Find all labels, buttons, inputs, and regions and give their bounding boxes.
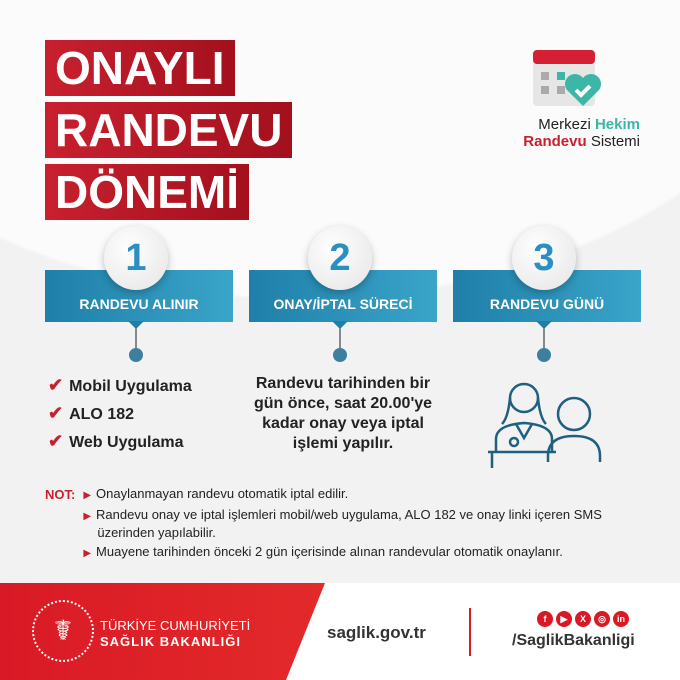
- note-item: ▶ Randevu onay ve iptal işlemleri mobil/web uygulama, ALO 182 ve onay linki içeren SMS üzerinden yapılabilir.: [83, 507, 602, 540]
- channel-list: [48, 374, 192, 454]
- social-icons: [537, 611, 629, 627]
- facebook-icon[interactable]: f: [537, 611, 553, 627]
- note-label: NOT:: [45, 487, 76, 502]
- step-number: 1: [104, 226, 168, 290]
- title-line-3: DÖNEMİ: [45, 164, 249, 220]
- system-logo-text: [498, 116, 640, 150]
- linkedin-icon[interactable]: in: [613, 611, 629, 627]
- step-3: [453, 226, 641, 376]
- instagram-icon[interactable]: ◎: [594, 611, 610, 627]
- social-handle[interactable]: /SaglikBakanligi: [512, 632, 635, 649]
- channel-item: ✔ ALO 182: [48, 403, 135, 423]
- arrow-icon: ▶: [83, 511, 92, 522]
- ministry-name: TÜRKİYE CUMHURİYETİ SAĞLIK BAKANLIĞI: [100, 618, 251, 649]
- channel-item: ✔ Mobil Uygulama: [48, 375, 192, 395]
- logo-word: Hekim: [594, 116, 640, 133]
- step-label: ONAY/İPTAL SÜRECİ: [249, 270, 437, 322]
- check-icon: ✔: [48, 375, 64, 395]
- note-item: ▶ Onaylanmayan randevu otomatik iptal edilir.: [83, 486, 349, 501]
- website-link[interactable]: saglik.gov.tr: [327, 623, 426, 642]
- step-2: [249, 226, 437, 376]
- logo-word: Sistemi: [590, 133, 640, 150]
- step-number: 3: [512, 226, 576, 290]
- approval-description: Randevu tarihinden bir gün önce, saat 20.00'ye kadar onay veya iptal işlemi yapılır.: [253, 375, 433, 452]
- title-line-1: ONAYLI: [45, 40, 235, 96]
- timeline-dot: [537, 348, 551, 362]
- timeline-dot: [129, 348, 143, 362]
- note-item: ▶ Muayene tarihinden önceki 2 gün içerisinde alınan randevular otomatik onaylanır.: [83, 544, 563, 559]
- step-1: [45, 226, 233, 376]
- arrow-icon: ▶: [83, 548, 92, 559]
- step-label: RANDEVU GÜNÜ: [453, 270, 641, 322]
- calendar-heart-icon: [533, 48, 603, 108]
- step-number: 2: [308, 226, 372, 290]
- timeline-dot: [333, 348, 347, 362]
- ministry-seal-icon: ☤: [32, 600, 94, 662]
- title-line-2: RANDEVU: [45, 102, 292, 158]
- logo-word: Merkezi: [538, 116, 591, 133]
- logo-word: Randevu: [523, 133, 587, 150]
- check-icon: ✔: [48, 431, 64, 451]
- x-icon[interactable]: X: [575, 611, 591, 627]
- youtube-icon[interactable]: ▶: [556, 611, 572, 627]
- channel-item: ✔ Web Uygulama: [48, 431, 184, 451]
- doctor-patient-icon: [486, 376, 606, 471]
- check-icon: ✔: [48, 403, 64, 423]
- divider: [469, 608, 471, 656]
- step-label: RANDEVU ALINIR: [45, 270, 233, 322]
- arrow-icon: ▶: [83, 490, 92, 501]
- notes-section: [45, 486, 645, 562]
